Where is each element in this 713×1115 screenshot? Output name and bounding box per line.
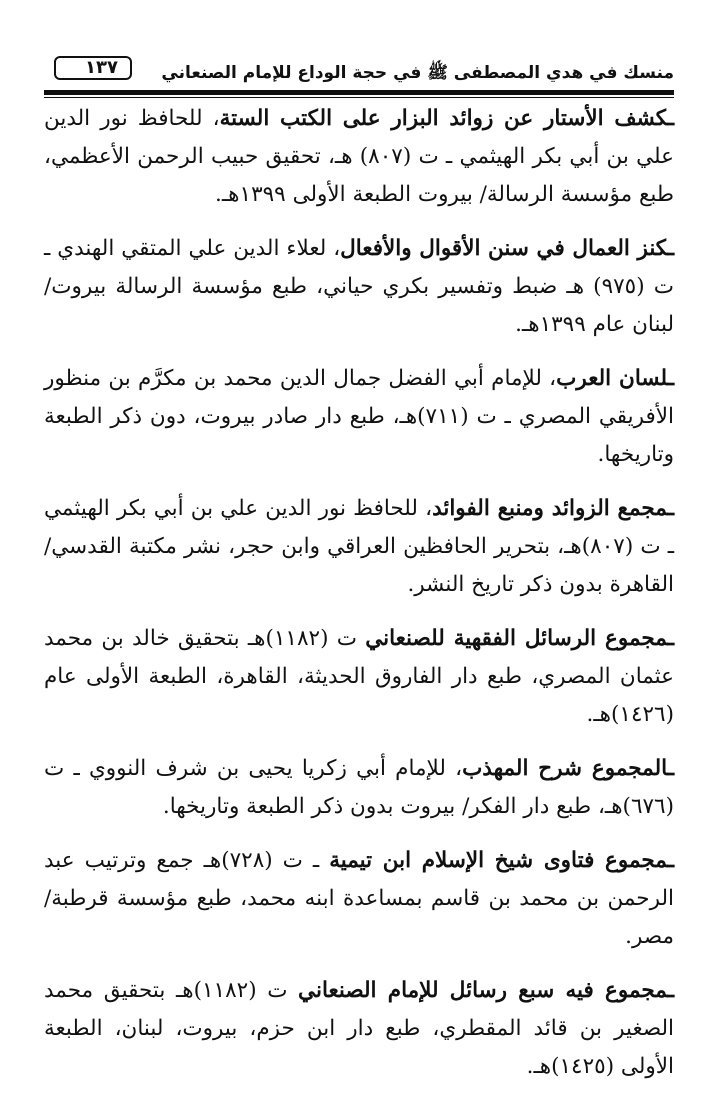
entry-title: مجموع فتاوى شيخ الإسلام ابن تيمية: [329, 848, 668, 873]
bibliography-entry: [44, 842, 674, 956]
book-page: [44, 50, 674, 1080]
entry-text: ـ ت (٧٢٨)هـ جمع وترتيب عبد الرحمن بن محمد بن قاسم بمساعدة ابنه محمد، طبع مؤسسة قرطبة/ مصر.: [44, 848, 674, 949]
bibliography-entry: [44, 620, 674, 734]
page-header: [44, 50, 674, 92]
page-number: ١٣٧: [54, 56, 132, 80]
entry-dash: ـ: [667, 978, 675, 1003]
entry-text: ت (١١٨٢)هـ بتحقيق محمد الصغير بن قائد المقطري، طبع دار ابن حزم، بيروت، لبنان، الطبعة الأولى (١٤٢٥)هـ.: [44, 978, 674, 1079]
entry-title: مجمع الزوائد ومنبع الفوائد: [432, 496, 668, 521]
entry-text: ، للحافظ نور الدين علي بن أبي بكر الهيثمي ـ ت (٨٠٧)هـ، بتحرير الحافظين العراقي وابن حجر، نشر مكتبة القدسي/ القاهرة بدون ذكر تاريخ النشر.: [44, 496, 674, 597]
bibliography-entry: [44, 100, 674, 214]
bibliography-entry: [44, 750, 674, 826]
entry-dash: ـ: [667, 756, 674, 781]
entry-dash: ـ: [667, 366, 674, 391]
entry-title: مجموع الرسائل الفقهية للصنعاني: [365, 626, 668, 651]
entry-title: لسان العرب: [556, 366, 668, 391]
entry-text: ، للإمام أبي الفضل جمال الدين محمد بن مكرَّم بن منظور الأفريقي المصري ـ ت (٧١١)هـ، طبع دار صادر بيروت، دون ذكر الطبعة وتاريخها.: [44, 366, 674, 467]
running-title: منسك في هدي المصطفى ﷺ في حجة الوداع للإمام الصنعاني: [161, 63, 674, 83]
header-rule-thin: [44, 97, 674, 98]
entry-text: ، للحافظ نور الدين علي بن أبي بكر الهيثمي ـ ت (٨٠٧) هـ، تحقيق حبيب الرحمن الأعظمي، طبع مؤسسة الرسالة/ بيروت الطبعة الأولى ١٣٩٩هـ.: [44, 106, 675, 207]
bibliography-entry: [44, 972, 674, 1086]
entry-title: المجموع شرح المهذب: [462, 756, 668, 781]
bibliography-list: [44, 100, 674, 1086]
entry-text: ، لعلاء الدين علي المتقي الهندي ـ ت (٩٧٥) هـ ضبط وتفسير بكري حياني، طبع مؤسسة الرسالة بيروت/ لبنان عام ١٣٩٩هـ.: [44, 236, 675, 337]
entry-dash: ـ: [667, 236, 674, 261]
entry-text: ، للإمام أبي زكريا يحيى بن شرف النووي ـ ت (٦٧٦)هـ، طبع دار الفكر/ بيروت بدون ذكر الطبعة وتاريخها.: [44, 756, 674, 819]
bibliography-entry: [44, 490, 674, 604]
entry-title: كنز العمال في سنن الأقوال والأفعال: [340, 236, 668, 261]
entry-dash: ـ: [667, 848, 674, 873]
entry-title: كشف الأستار عن زوائد البزار على الكتب الستة: [219, 106, 668, 131]
bibliography-entry: [44, 360, 674, 474]
entry-dash: ـ: [667, 496, 675, 521]
entry-title: مجموع فيه سبع رسائل للإمام الصنعاني: [298, 978, 668, 1003]
bibliography-entry: [44, 230, 674, 344]
entry-dash: ـ: [667, 106, 674, 131]
entry-text: ت (١١٨٢)هـ بتحقيق خالد بن محمد عثمان المصري، طبع دار الفاروق الحديثة، القاهرة، الطبعة الأولى عام (١٤٢٦)هـ.: [44, 626, 674, 727]
entry-dash: ـ: [667, 626, 674, 651]
header-rule-thick: [44, 90, 674, 95]
